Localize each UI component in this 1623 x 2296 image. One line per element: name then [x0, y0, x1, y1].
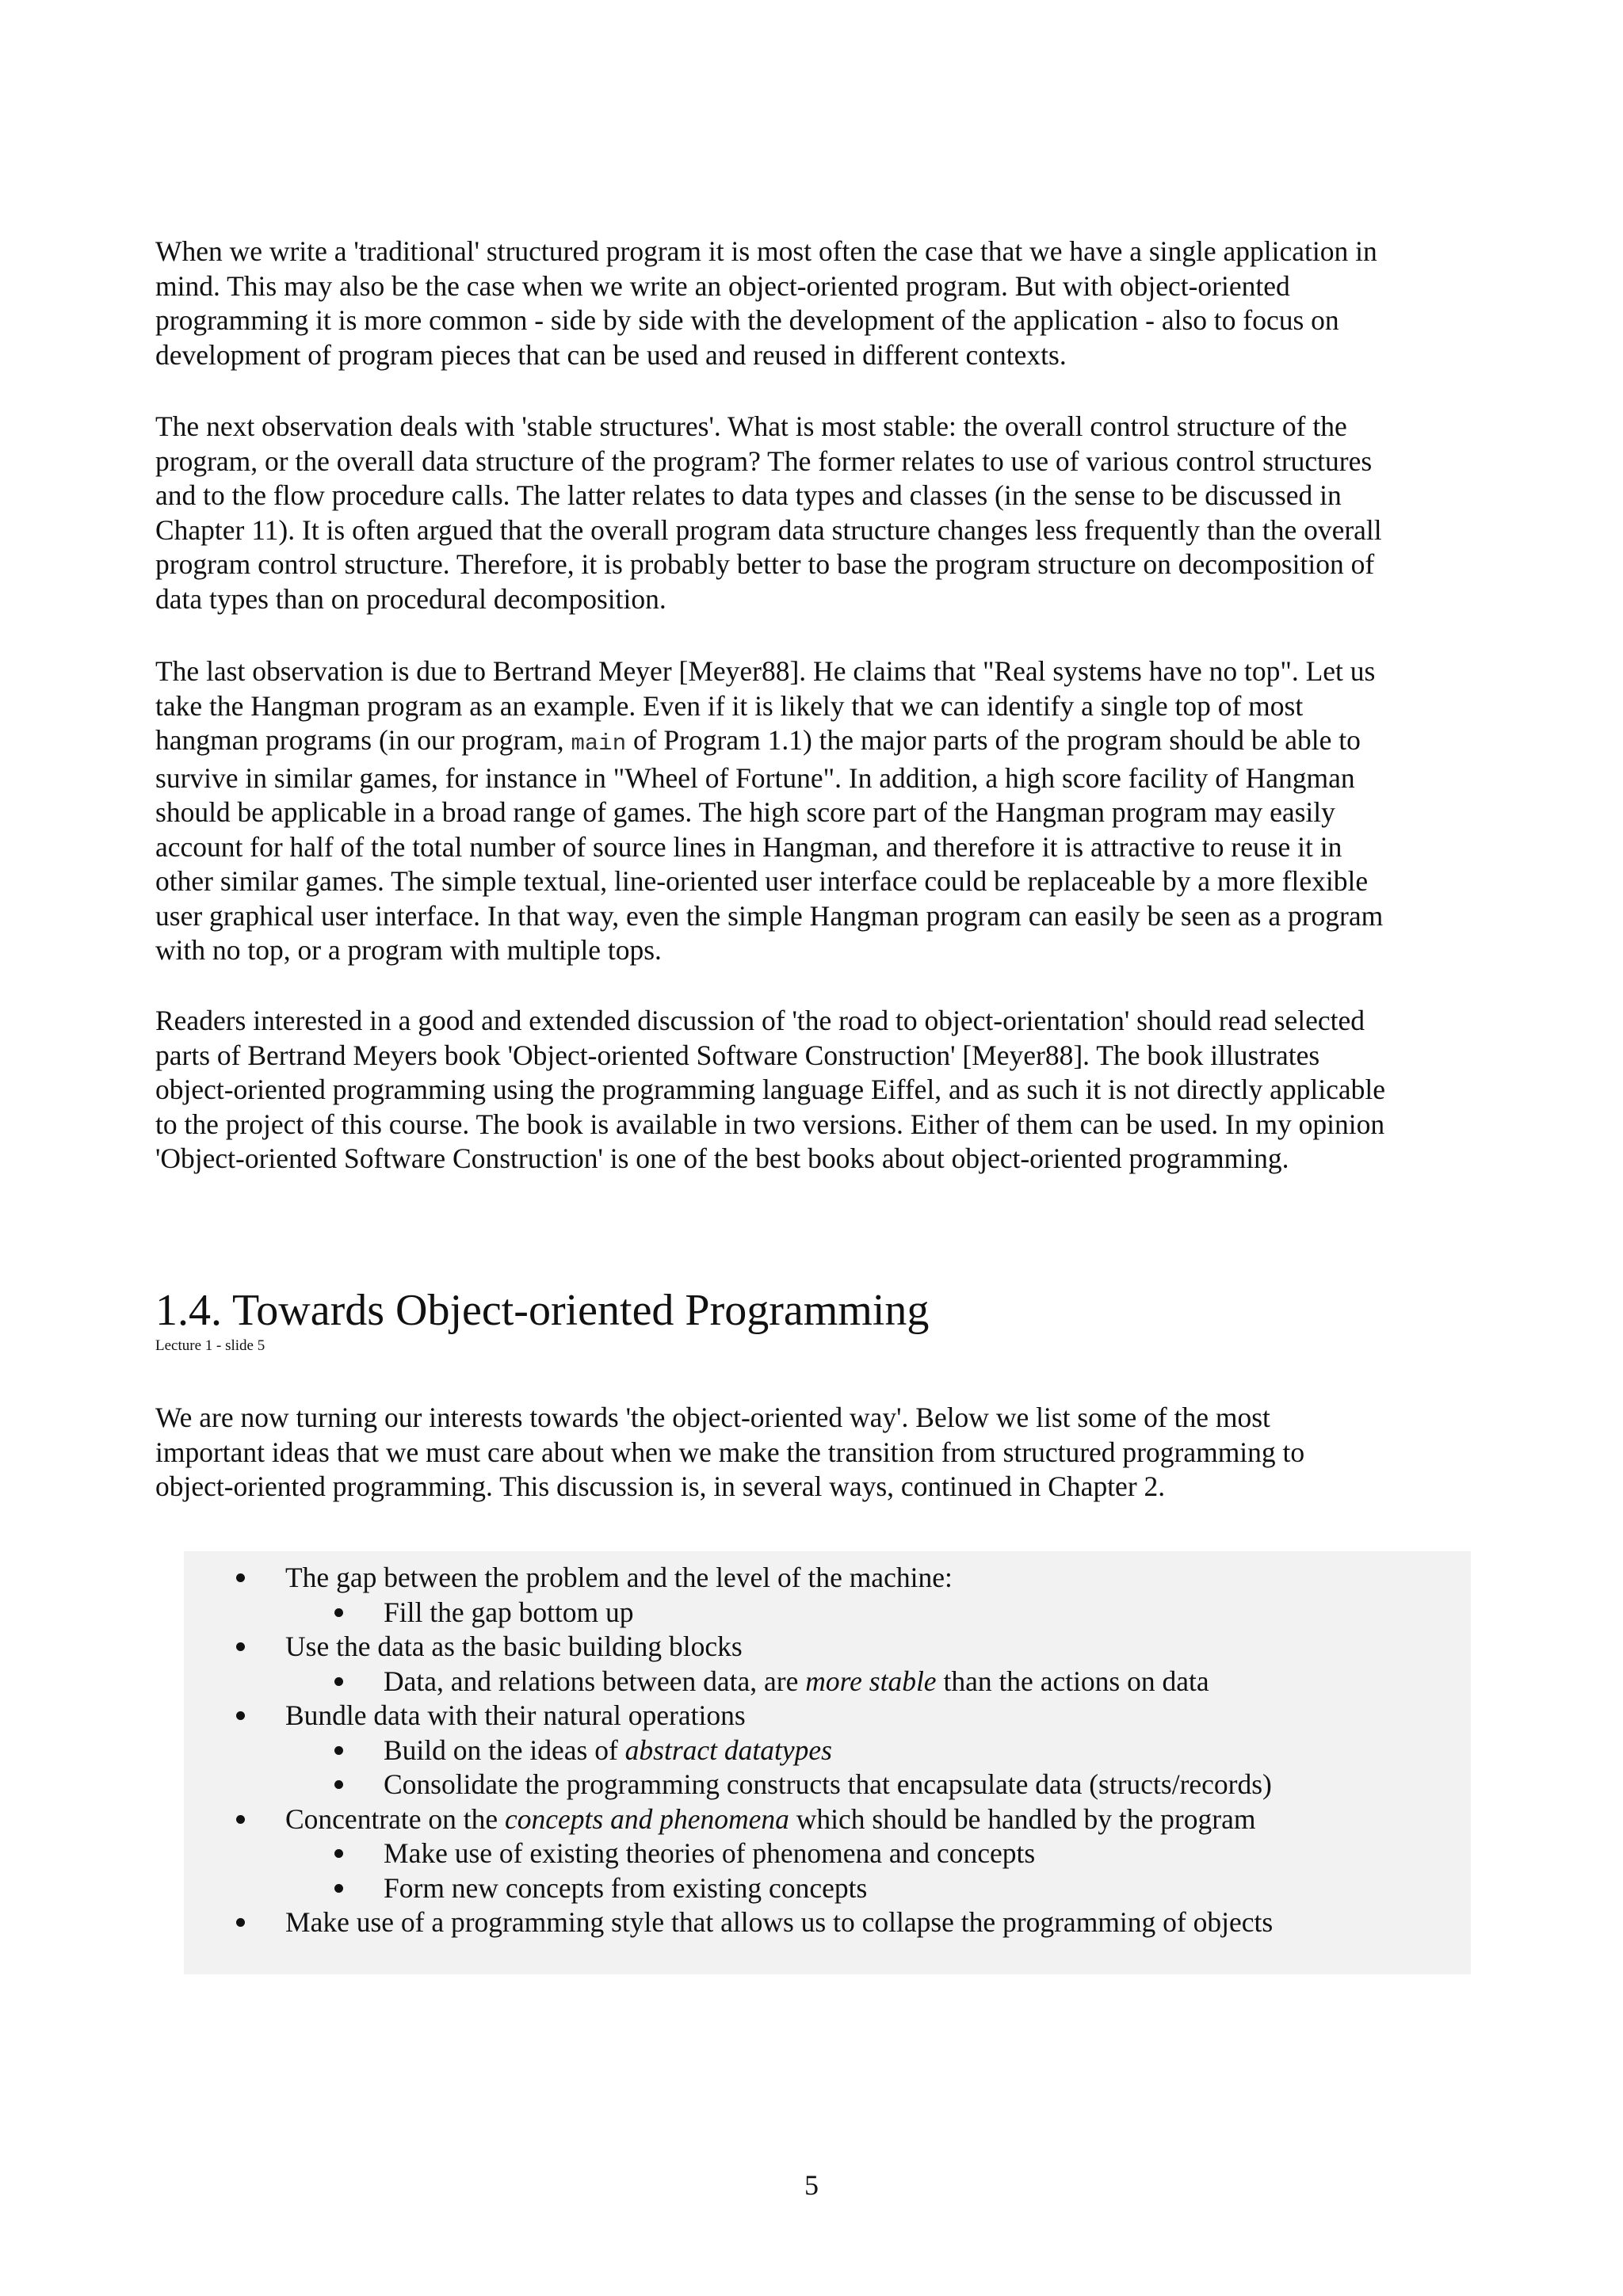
- text-line: important ideas that we must care about when we make the transition from structured programming to: [155, 1436, 1305, 1468]
- bullet-item: [184, 1561, 1273, 1596]
- bullet-icon: [236, 1642, 245, 1651]
- emphasis: more stable: [805, 1665, 937, 1697]
- text-line: Readers interested in a good and extended discussion of 'the road to object-orientation' should read selected: [155, 1005, 1365, 1036]
- paragraph-no-top: [155, 654, 1479, 968]
- code-main: main: [571, 730, 627, 757]
- bullet-icon: [334, 1884, 343, 1893]
- text-line: to the project of this course. The book is available in two versions. Either of them can be used. In my opinion: [155, 1108, 1385, 1140]
- bullet-text: Bundle data with their natural operations: [285, 1699, 746, 1731]
- text-line: data types than on procedural decomposition.: [155, 582, 666, 615]
- text-line: The last observation is due to Bertrand Meyer [Meyer88]. He claims that "Real systems have no top". Let us: [155, 655, 1376, 687]
- bullet-text: Concentrate on the: [285, 1802, 505, 1835]
- sub-bullet-item: [184, 1665, 1273, 1699]
- text-fragment: of Program 1.1) the major parts of the program should be able to: [626, 724, 1361, 756]
- text-line: When we write a 'traditional' structured program it is most often the case that we have a single application in: [155, 235, 1377, 267]
- sub-bullet-item: [184, 1836, 1273, 1871]
- bullet-icon: [334, 1746, 343, 1755]
- bullet-icon: [334, 1780, 343, 1789]
- text-line: survive in similar games, for instance in "Wheel of Fortune". In addition, a high score facility of Hangman: [155, 761, 1355, 794]
- text-line: should be applicable in a broad range of games. The high score part of the Hangman program may easily: [155, 796, 1335, 828]
- text-line: with no top, or a program with multiple tops.: [155, 934, 662, 966]
- text-line: user graphical user interface. In that way, even the simple Hangman program can easily be seen as a program: [155, 899, 1384, 932]
- bullet-icon: [236, 1815, 245, 1824]
- bullet-icon: [236, 1711, 245, 1720]
- sub-bullet-item: [184, 1733, 1273, 1768]
- sub-bullet-item: [184, 1871, 1273, 1906]
- bullet-icon: [334, 1677, 343, 1686]
- text-fragment: hangman programs (in our program,: [155, 724, 571, 756]
- text-line: We are now turning our interests towards 'the object-oriented way'. Below we list some of the most: [155, 1402, 1270, 1433]
- bullet-icon: [236, 1573, 245, 1582]
- text-line: The next observation deals with 'stable structures'. What is most stable: the overall control structure of the: [155, 410, 1347, 442]
- sub-bullet-item: [184, 1596, 1273, 1630]
- bullet-item: [184, 1802, 1273, 1837]
- bullet-text: Use the data as the basic building blocks: [285, 1630, 743, 1662]
- bullet-icon: [236, 1918, 245, 1927]
- paragraph-meyer-book: [155, 1004, 1479, 1177]
- text-line: development of program pieces that can be used and reused in different contexts.: [155, 338, 1067, 371]
- bullet-text: Build on the ideas of: [384, 1733, 625, 1766]
- text-line: program control structure. Therefore, it is probably better to base the program structure on decomposition of: [155, 548, 1375, 580]
- slide-bullet-list: [184, 1561, 1273, 1940]
- text-line: parts of Bertrand Meyers book 'Object-oriented Software Construction' [Meyer88]. The book illustrates: [155, 1039, 1320, 1071]
- bullet-text: Consolidate the programming constructs that encapsulate data (structs/records): [384, 1768, 1272, 1800]
- text-line: and to the flow procedure calls. The latter relates to data types and classes (in the sense to be discussed in: [155, 479, 1342, 511]
- bullet-icon: [334, 1608, 343, 1617]
- text-line: mind. This may also be the case when we write an object-oriented program. But with object-oriented: [155, 269, 1290, 302]
- sub-bullet-item: [184, 1768, 1273, 1802]
- slide-reference: Lecture 1 - slide 5: [155, 1337, 265, 1354]
- bullet-icon: [334, 1849, 343, 1858]
- bullet-text: Make use of a programming style that allows us to collapse the programming of objects: [285, 1906, 1274, 1938]
- paragraph-single-application: [155, 235, 1479, 372]
- section-heading: 1.4. Towards Object-oriented Programming: [155, 1286, 930, 1335]
- bullet-text: Form new concepts from existing concepts: [384, 1871, 868, 1904]
- text-line: take the Hangman program as an example. Even if it is likely that we can identify a single top of most: [155, 689, 1304, 722]
- bullet-text: Make use of existing theories of phenomena and concepts: [384, 1837, 1036, 1869]
- text-line-with-code: [155, 723, 1479, 761]
- bullet-item: [184, 1630, 1273, 1665]
- slide-box: [184, 1551, 1471, 1974]
- paragraph-stable-structures: [155, 410, 1479, 616]
- text-line: account for half of the total number of source lines in Hangman, and therefore it is attractive to reuse it in: [155, 830, 1342, 863]
- bullet-item: [184, 1905, 1273, 1940]
- emphasis: concepts and phenomena: [505, 1802, 789, 1835]
- bullet-text: Fill the gap bottom up: [384, 1596, 634, 1628]
- text-line: programming it is more common - side by side with the development of the application - also to focus on: [155, 304, 1339, 336]
- text-line: program, or the overall data structure of the program? The former relates to use of various control structures: [155, 444, 1373, 477]
- text-line: object-oriented programming. This discussion is, in several ways, continued in Chapter 2.: [155, 1470, 1166, 1502]
- paragraph-section-intro: [155, 1401, 1479, 1505]
- bullet-item: [184, 1699, 1273, 1733]
- page-number: 5: [804, 2169, 819, 2201]
- bullet-text: which should be handled by the program: [789, 1802, 1256, 1835]
- bullet-text: Data, and relations between data, are: [384, 1665, 806, 1697]
- bullet-text: than the actions on data: [936, 1665, 1209, 1697]
- text-line: object-oriented programming using the programming language Eiffel, and as such it is not directly applicable: [155, 1074, 1386, 1105]
- bullet-text: The gap between the problem and the level of the machine:: [285, 1562, 953, 1593]
- text-line: 'Object-oriented Software Construction' is one of the best books about object-oriented programming.: [155, 1142, 1289, 1174]
- text-line: other similar games. The simple textual, line-oriented user interface could be replaceable by a more flexible: [155, 865, 1369, 897]
- emphasis: abstract datatypes: [624, 1733, 832, 1766]
- text-line: Chapter 11). It is often argued that the overall program data structure changes less frequently than the overall: [155, 513, 1382, 546]
